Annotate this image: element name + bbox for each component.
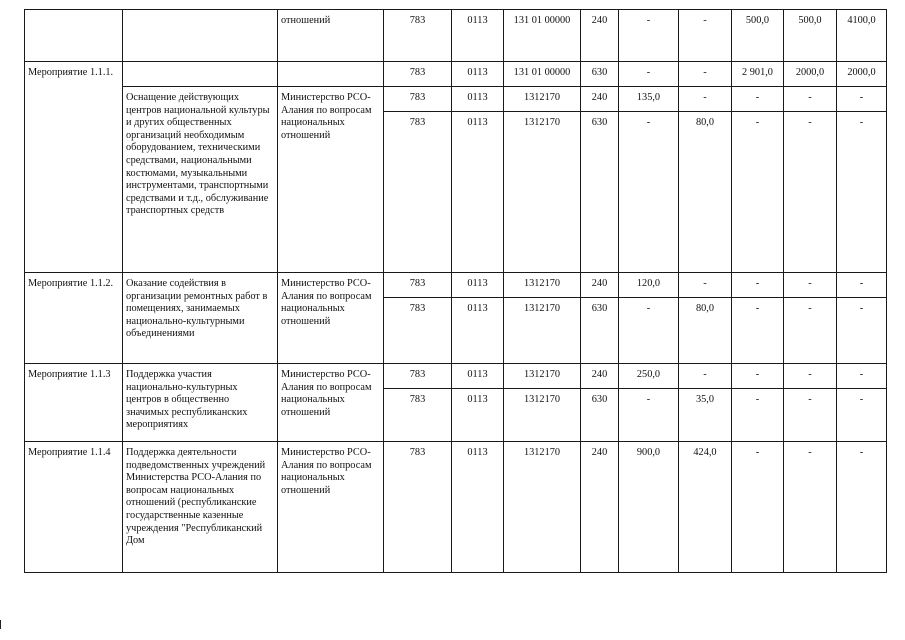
csr-cell: 1312170 [504, 112, 581, 273]
year1-cell: - [619, 112, 679, 273]
grbs-cell: 783 [384, 389, 452, 442]
description-cell: Оснащение действующих центров национальной культуры и других общественных организаций необходимым оборудованием, техническими средствами, национальными костюмами, музыкальными инструментами, транспортными средствами и т.д., обслуживание транспортных средств [123, 87, 278, 273]
year3-cell: - [732, 87, 784, 112]
table-row [25, 10, 887, 62]
year1-cell: - [619, 62, 679, 87]
year5-cell: - [837, 273, 887, 298]
rzpr-cell: 0113 [452, 62, 504, 87]
year5-cell: - [837, 298, 887, 364]
csr-cell: 131 01 00000 [504, 62, 581, 87]
vr-cell: 630 [581, 112, 619, 273]
budget-table [24, 9, 887, 573]
year5-cell: 4100,0 [837, 10, 887, 62]
table-row [25, 87, 887, 112]
grbs-cell: 783 [384, 273, 452, 298]
year1-cell: - [619, 298, 679, 364]
grbs-cell: 783 [384, 87, 452, 112]
rzpr-cell: 0113 [452, 112, 504, 273]
executor-cell: отношений [278, 10, 384, 62]
executor-cell: Министерство РСО-Алания по вопросам национальных отношений [278, 442, 384, 573]
description-cell [123, 62, 278, 87]
year4-cell: - [784, 112, 837, 273]
table-row [25, 62, 887, 87]
year5-cell: - [837, 389, 887, 442]
year4-cell: 2000,0 [784, 62, 837, 87]
year2-cell: - [679, 87, 732, 112]
year1-cell: - [619, 10, 679, 62]
year4-cell: 500,0 [784, 10, 837, 62]
year3-cell: - [732, 442, 784, 573]
year2-cell: - [679, 364, 732, 389]
grbs-cell: 783 [384, 364, 452, 389]
year1-cell: 120,0 [619, 273, 679, 298]
description-cell: Поддержка участия национально-культурных центров в общественно значимых республиканских мероприятиях [123, 364, 278, 442]
year1-cell: 135,0 [619, 87, 679, 112]
grbs-cell: 783 [384, 112, 452, 273]
year5-cell: - [837, 364, 887, 389]
scan-margin-mark [0, 620, 1, 629]
year2-cell: - [679, 62, 732, 87]
year2-cell: - [679, 273, 732, 298]
year4-cell: - [784, 87, 837, 112]
year4-cell: - [784, 389, 837, 442]
measure-cell: Мероприятие 1.1.3 [25, 364, 123, 442]
vr-cell: 240 [581, 87, 619, 112]
grbs-cell: 783 [384, 10, 452, 62]
table-row [25, 364, 887, 389]
csr-cell: 1312170 [504, 364, 581, 389]
rzpr-cell: 0113 [452, 298, 504, 364]
year2-cell: 80,0 [679, 112, 732, 273]
year3-cell: - [732, 389, 784, 442]
vr-cell: 240 [581, 364, 619, 389]
description-cell: Оказание содействия в организации ремонтных работ в помещениях, занимаемых национально-культурными объединениями [123, 273, 278, 364]
year4-cell: - [784, 273, 837, 298]
rzpr-cell: 0113 [452, 10, 504, 62]
rzpr-cell: 0113 [452, 389, 504, 442]
table-row [25, 273, 887, 298]
year5-cell: - [837, 87, 887, 112]
executor-cell: Министерство РСО-Алания по вопросам национальных отношений [278, 364, 384, 442]
year2-cell: 35,0 [679, 389, 732, 442]
year4-cell: - [784, 442, 837, 573]
csr-cell: 131 01 00000 [504, 10, 581, 62]
description-cell: Поддержка деятельности подведомственных учреждений Министерства РСО-Алания по вопросам национальных отношений (республиканские государственные казенные учреждения "Республиканский Дом [123, 442, 278, 573]
vr-cell: 630 [581, 389, 619, 442]
year3-cell: - [732, 273, 784, 298]
vr-cell: 630 [581, 298, 619, 364]
rzpr-cell: 0113 [452, 442, 504, 573]
year1-cell: 250,0 [619, 364, 679, 389]
year3-cell: - [732, 112, 784, 273]
csr-cell: 1312170 [504, 442, 581, 573]
description-cell [123, 10, 278, 62]
csr-cell: 1312170 [504, 389, 581, 442]
year5-cell: 2000,0 [837, 62, 887, 87]
csr-cell: 1312170 [504, 273, 581, 298]
year4-cell: - [784, 298, 837, 364]
table-row [25, 442, 887, 573]
measure-cell: Мероприятие 1.1.2. [25, 273, 123, 364]
year5-cell: - [837, 112, 887, 273]
vr-cell: 240 [581, 273, 619, 298]
year3-cell: - [732, 364, 784, 389]
csr-cell: 1312170 [504, 87, 581, 112]
csr-cell: 1312170 [504, 298, 581, 364]
executor-cell: Министерство РСО-Алания по вопросам национальных отношений [278, 273, 384, 364]
year1-cell: - [619, 389, 679, 442]
measure-cell: Мероприятие 1.1.4 [25, 442, 123, 573]
measure-cell [25, 10, 123, 62]
measure-cell: Мероприятие 1.1.1. [25, 62, 123, 273]
rzpr-cell: 0113 [452, 87, 504, 112]
grbs-cell: 783 [384, 298, 452, 364]
rzpr-cell: 0113 [452, 273, 504, 298]
vr-cell: 240 [581, 10, 619, 62]
year5-cell: - [837, 442, 887, 573]
vr-cell: 630 [581, 62, 619, 87]
year2-cell: 80,0 [679, 298, 732, 364]
vr-cell: 240 [581, 442, 619, 573]
year2-cell: - [679, 10, 732, 62]
year3-cell: - [732, 298, 784, 364]
year2-cell: 424,0 [679, 442, 732, 573]
year4-cell: - [784, 364, 837, 389]
year1-cell: 900,0 [619, 442, 679, 573]
year3-cell: 500,0 [732, 10, 784, 62]
executor-cell [278, 62, 384, 87]
year3-cell: 2 901,0 [732, 62, 784, 87]
grbs-cell: 783 [384, 62, 452, 87]
grbs-cell: 783 [384, 442, 452, 573]
executor-cell: Министерство РСО-Алания по вопросам национальных отношений [278, 87, 384, 273]
rzpr-cell: 0113 [452, 364, 504, 389]
